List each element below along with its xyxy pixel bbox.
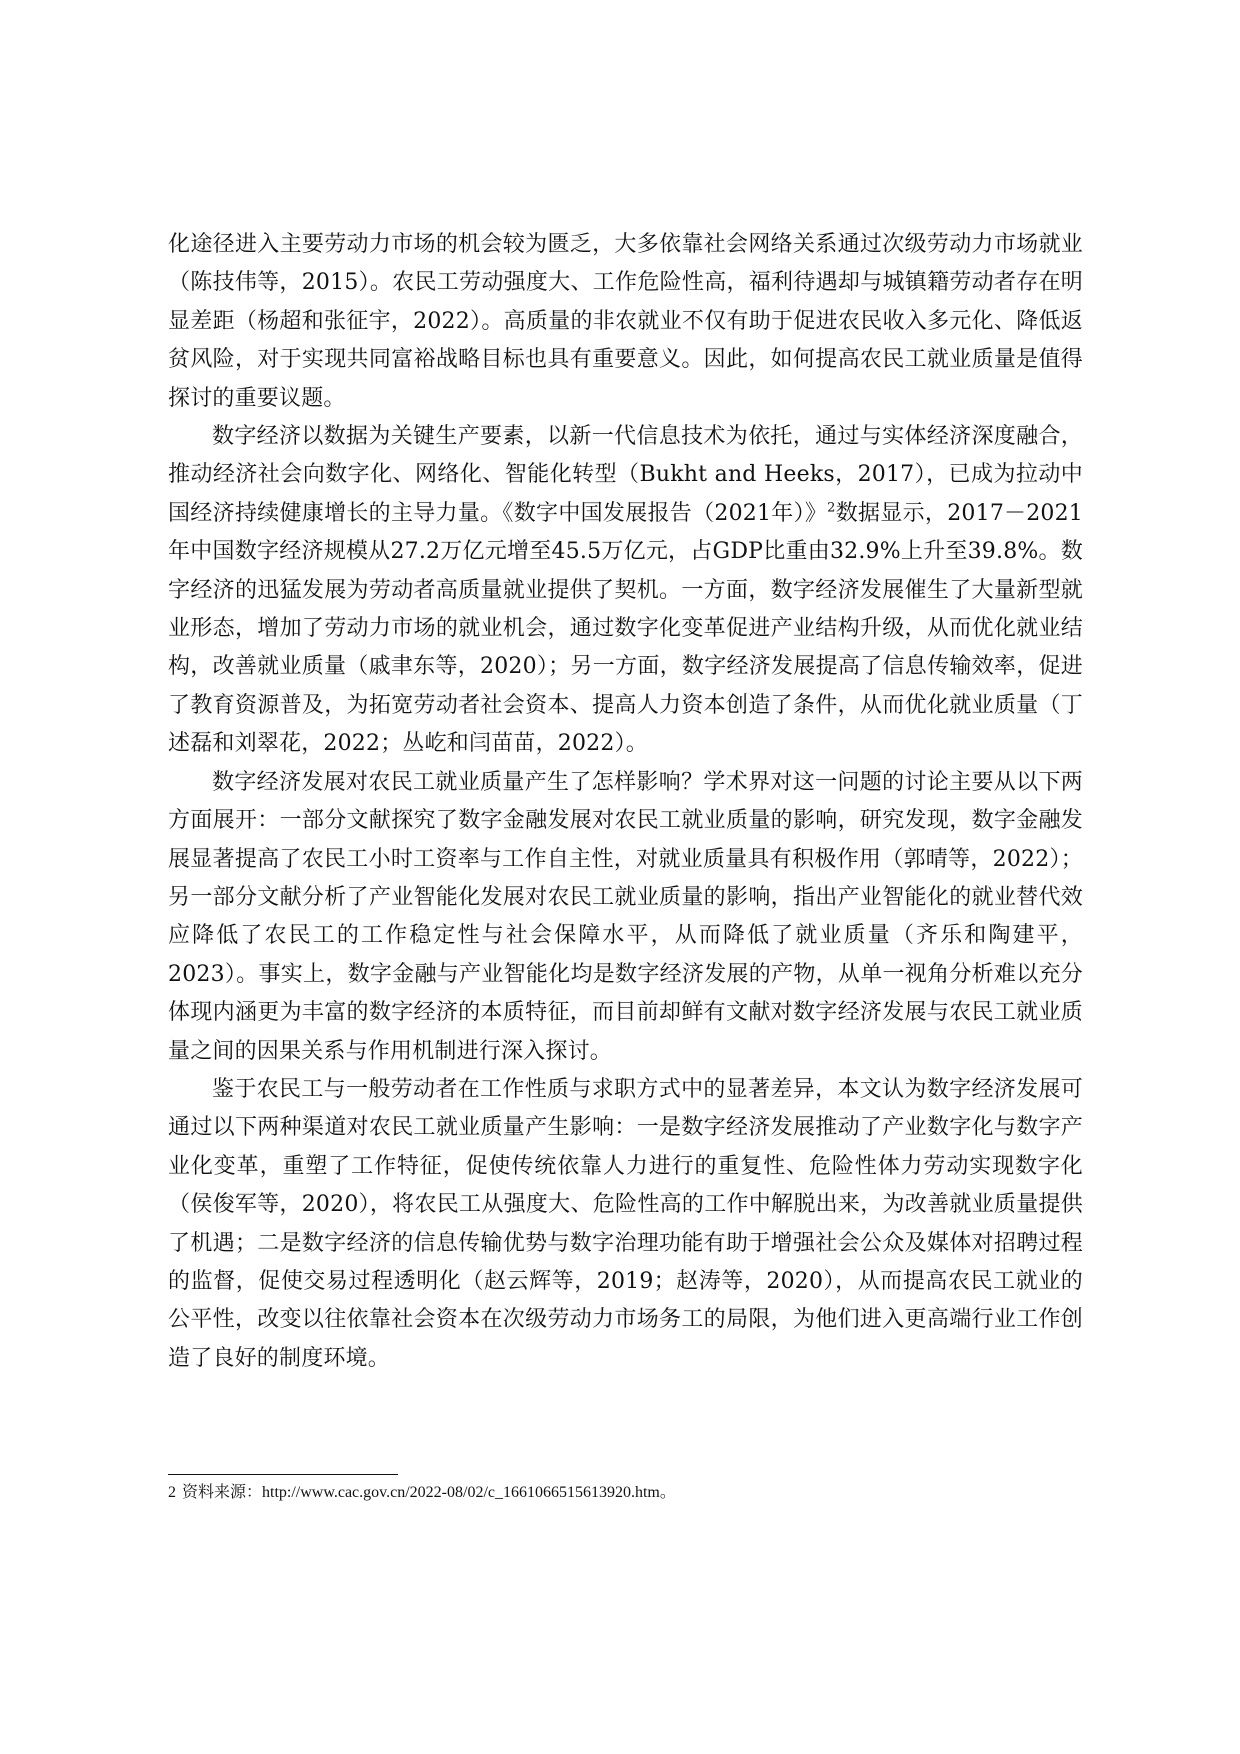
footnote-number: 2	[168, 1484, 176, 1501]
footnote	[168, 1481, 1083, 1505]
paragraph-3: 数字经济发展对农民工就业质量产生了怎样影响？学术界对这一问题的讨论主要从以下两方面展开：一部分文献探究了数字金融发展对农民工就业质量的影响，研究发现，数字金融发展显著提高了农民工小时工资率与工作自主性，对就业质量具有积极作用（郭晴等，2022）；另一部分文献分析了产业智能化发展对农民工就业质量的影响，指出产业智能化的就业替代效应降低了农民工的工作稳定性与社会保障水平，从而降低了就业质量（齐乐和陶建平，2023）。事实上，数字金融与产业智能化均是数字经济发展的产物，从单一视角分析难以充分体现内涵更为丰富的数字经济的本质特征，而目前却鲜有文献对数字经济发展与农民工就业质量之间的因果关系与作用机制进行深入探讨。	[168, 769, 1083, 1064]
footnote-text: 资料来源：http://www.cac.gov.cn/2022-08/02/c_1661066515613920.htm。	[182, 1484, 676, 1501]
paragraph-4: 鉴于农民工与一般劳动者在工作性质与求职方式中的显著差异，本文认为数字经济发展可通过以下两种渠道对农民工就业质量产生影响：一是数字经济发展推动了产业数字化与数字产业化变革，重塑了工作特征，促使传统依靠人力进行的重复性、危险性体力劳动实现数字化（侯俊军等，2020），将农民工从强度大、危险性高的工作中解脱出来，为改善就业质量提供了机遇；二是数字经济的信息传输优势与数字治理功能有助于增强社会公众及媒体对招聘过程的监督，促使交易过程透明化（赵云辉等，2019；赵涛等，2020），从而提高农民工就业的公平性，改变以往依靠社会资本在次级劳动力市场务工的局限，为他们进入更高端行业工作创造了良好的制度环境。	[168, 1076, 1083, 1371]
paragraph-1: 化途径进入主要劳动力市场的机会较为匮乏，大多依靠社会网络关系通过次级劳动力市场就业（陈技伟等，2015）。农民工劳动强度大、工作危险性高，福利待遇却与城镇籍劳动者存在明显差距（杨超和张征宇，2022）。高质量的非农就业不仅有助于促进农民收入多元化、降低返贫风险，对于实现共同富裕战略目标也具有重要意义。因此，如何提高农民工就业质量是值得探讨的重要议题。	[168, 232, 1083, 411]
footnote-divider	[168, 1474, 398, 1475]
paragraph-2-part-1: 数字经济以数据为关键生产要素，以新一代信息技术为依托，通过与实体经济深度融合，推动经济社会向数字化、网络化、智能化转型（Bukht and Heeks，2017），已成为拉动中国经济持续健康增长的主导力量。《数字中国发展报告（2021年）》	[168, 424, 1083, 526]
paragraph-2	[168, 418, 1083, 764]
body-text	[168, 226, 1083, 1378]
paragraph-2-part-2: 数据显示，2017－2021年中国数字经济规模从27.2万亿元增至45.5万亿元，占GDP比重由32.9%上升至39.8%。数字经济的迅猛发展为劳动者高质量就业提供了契机。一方面，数字经济发展催生了大量新型就业形态，增加了劳动力市场的就业机会，通过数字化变革促进产业结构升级，从而优化就业结构，改善就业质量（戚聿东等，2020）；另一方面，数字经济发展提高了信息传输效率，促进了教育资源普及，为拓宽劳动者社会资本、提高人力资本创造了条件，从而优化就业质量（丁述磊和刘翠花，2022；丛屹和闫苗苗，2022）。	[168, 500, 1084, 757]
footnote-reference[interactable]: 2	[827, 500, 836, 516]
